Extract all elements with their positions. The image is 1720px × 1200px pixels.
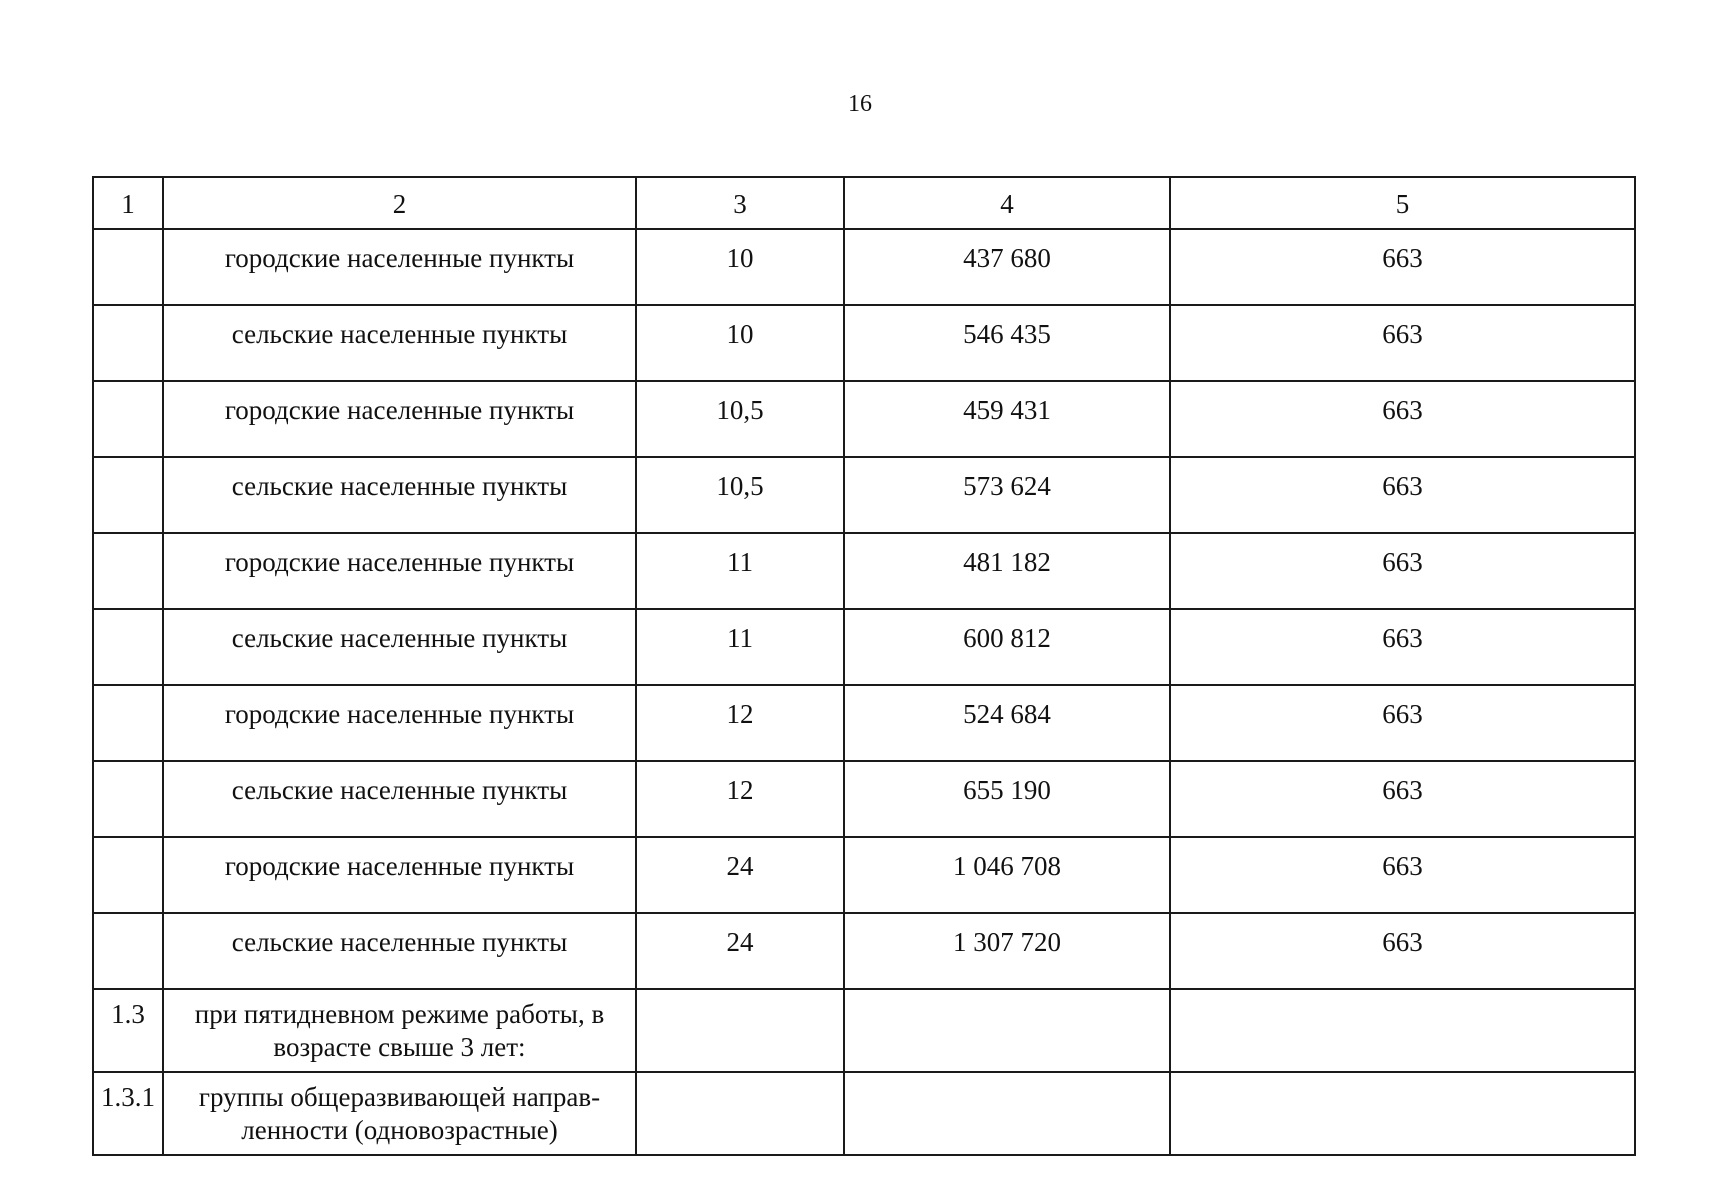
table-row [93,457,1635,533]
table-row [93,381,1635,457]
amount-cell [844,1072,1170,1155]
table-row [93,837,1635,913]
hours-cell: 11 [636,533,844,609]
tariff-table [92,176,1636,1156]
code-cell: 663 [1170,685,1635,761]
section-title-cell [163,989,636,1072]
row-number-cell [93,229,163,305]
table-row [93,305,1635,381]
section-title-line: возрасте свыше 3 лет: [273,1032,526,1062]
column-number-2: 2 [163,177,636,229]
section-row [93,989,1635,1072]
hours-cell [636,1072,844,1155]
column-number-4: 4 [844,177,1170,229]
settlement-type-cell: городские населенные пункты [163,381,636,457]
column-number-3: 3 [636,177,844,229]
code-cell: 663 [1170,913,1635,989]
settlement-type-cell: сельские населенные пункты [163,305,636,381]
settlement-type-cell: городские населенные пункты [163,229,636,305]
row-number-cell [93,837,163,913]
row-number-cell [93,381,163,457]
amount-cell: 573 624 [844,457,1170,533]
hours-cell: 11 [636,609,844,685]
code-cell: 663 [1170,457,1635,533]
table-row [93,913,1635,989]
hours-cell: 10,5 [636,381,844,457]
row-number-cell [93,761,163,837]
amount-cell: 481 182 [844,533,1170,609]
code-cell: 663 [1170,761,1635,837]
settlement-type-cell: городские населенные пункты [163,533,636,609]
hours-cell: 12 [636,761,844,837]
section-title-cell [163,1072,636,1155]
code-cell [1170,1072,1635,1155]
settlement-type-cell: сельские населенные пункты [163,913,636,989]
settlement-type-cell: городские населенные пункты [163,837,636,913]
hours-cell: 24 [636,913,844,989]
hours-cell: 24 [636,837,844,913]
table-row [93,533,1635,609]
table-row [93,229,1635,305]
table-row [93,761,1635,837]
section-title-line: группы общеразвивающей направ- [198,1082,601,1112]
settlement-type-cell: городские населенные пункты [163,685,636,761]
hours-cell: 10,5 [636,457,844,533]
row-number-cell [93,457,163,533]
hours-cell [636,989,844,1072]
amount-cell: 600 812 [844,609,1170,685]
amount-cell: 1 307 720 [844,913,1170,989]
hours-cell: 10 [636,305,844,381]
code-cell: 663 [1170,229,1635,305]
row-number-cell [93,685,163,761]
hours-cell: 10 [636,229,844,305]
row-number-cell [93,533,163,609]
section-title-line: ленности (одновозрастные) [241,1115,558,1145]
hours-cell: 12 [636,685,844,761]
row-number-cell [93,305,163,381]
amount-cell: 437 680 [844,229,1170,305]
settlement-type-cell: сельские населенные пункты [163,761,636,837]
code-cell: 663 [1170,837,1635,913]
amount-cell: 459 431 [844,381,1170,457]
page-number: 16 [848,91,872,117]
table-body [93,177,1635,1155]
amount-cell: 655 190 [844,761,1170,837]
code-cell: 663 [1170,609,1635,685]
section-number-cell: 1.3 [93,989,163,1072]
code-cell: 663 [1170,305,1635,381]
settlement-type-cell: сельские населенные пункты [163,457,636,533]
column-number-5: 5 [1170,177,1635,229]
row-number-cell [93,609,163,685]
code-cell: 663 [1170,533,1635,609]
table-row [93,685,1635,761]
section-row [93,1072,1635,1155]
amount-cell: 524 684 [844,685,1170,761]
column-number-1: 1 [93,177,163,229]
amount-cell [844,989,1170,1072]
settlement-type-cell: сельские населенные пункты [163,609,636,685]
code-cell: 663 [1170,381,1635,457]
section-number-cell: 1.3.1 [93,1072,163,1155]
amount-cell: 546 435 [844,305,1170,381]
code-cell [1170,989,1635,1072]
column-number-row [93,177,1635,229]
amount-cell: 1 046 708 [844,837,1170,913]
row-number-cell [93,913,163,989]
table-row [93,609,1635,685]
section-title-line: при пятидневном режиме работы, в [194,999,605,1029]
